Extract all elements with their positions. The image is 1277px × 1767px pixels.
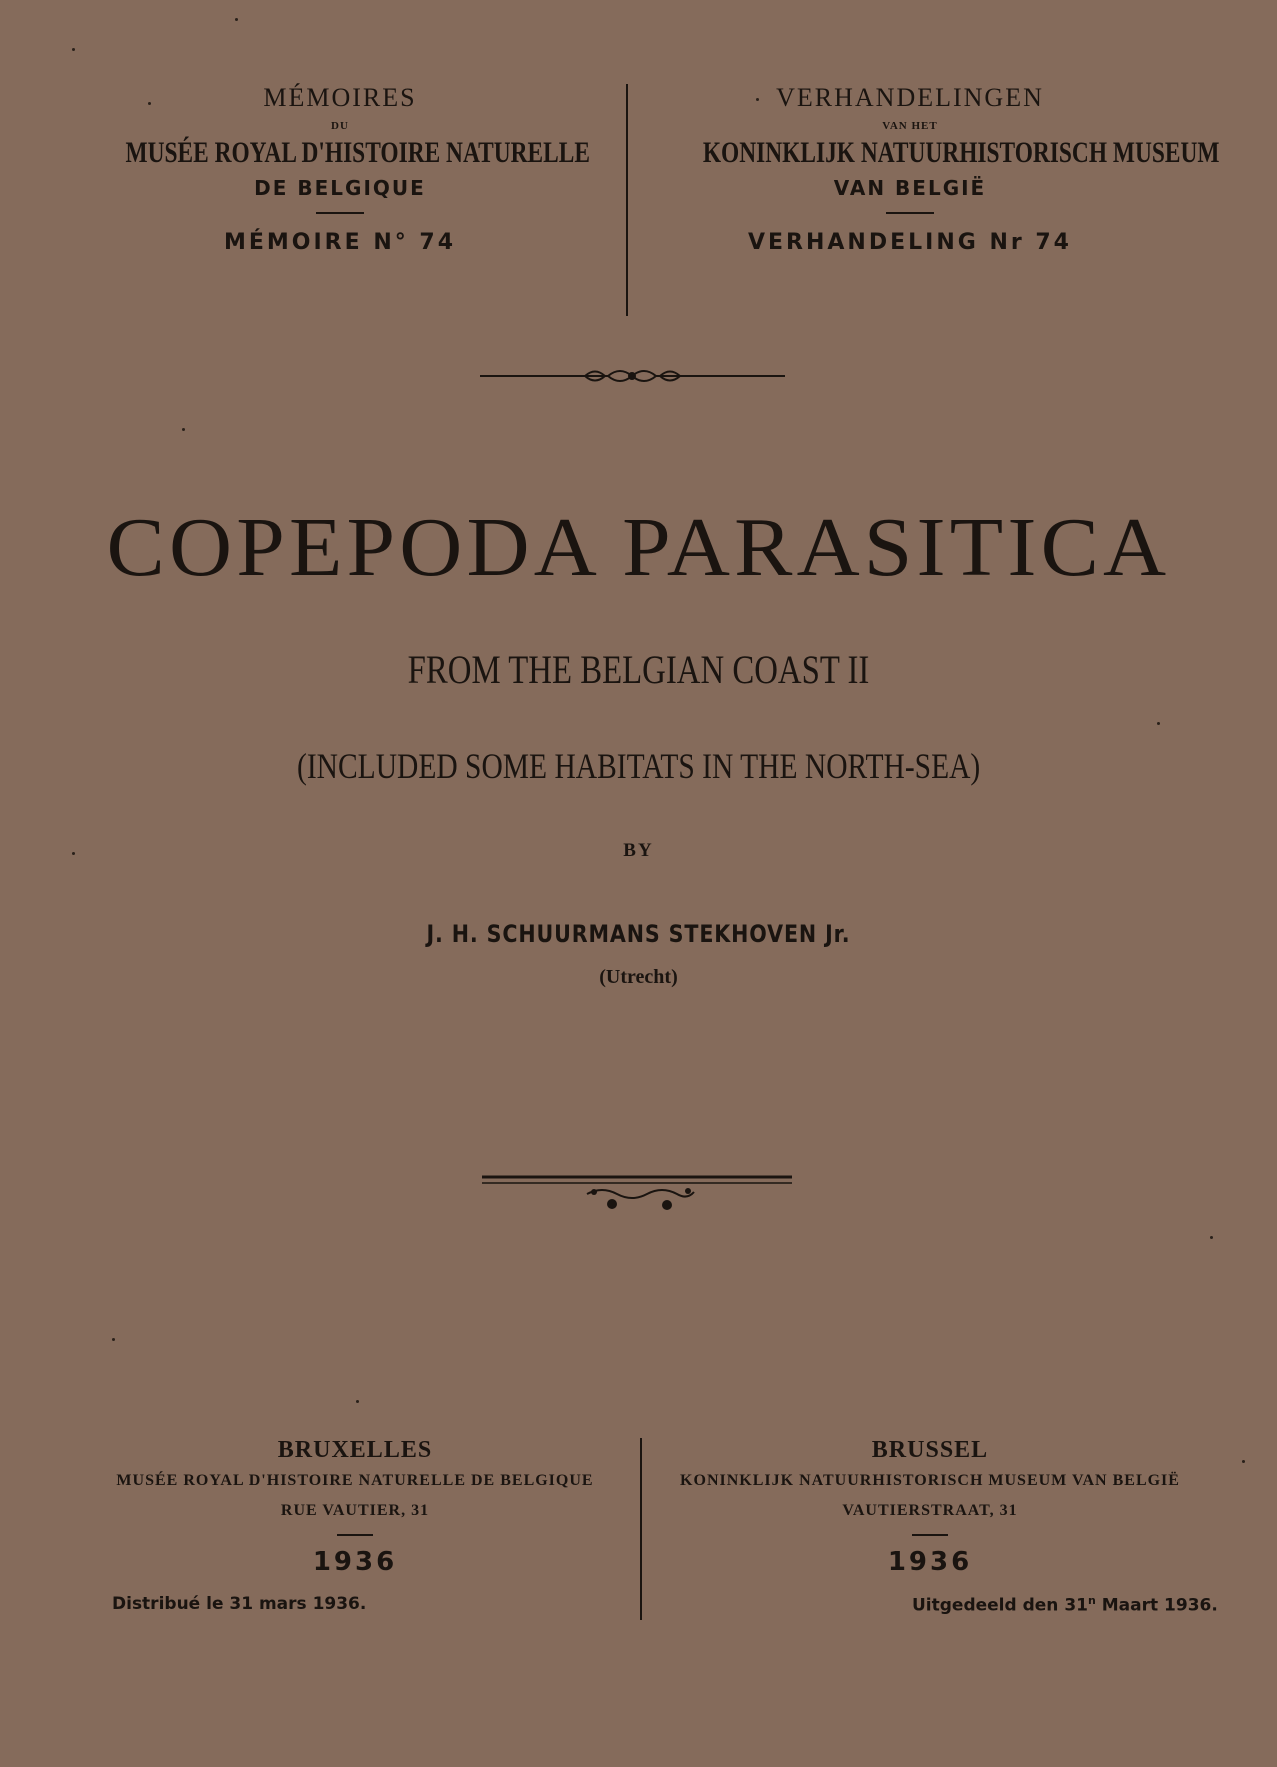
header-left: [60, 82, 620, 258]
series-title-nl: VERHANDELINGEN: [776, 83, 1044, 112]
paper-speck: [235, 18, 238, 21]
country-nl: VAN BELGIË: [833, 176, 987, 200]
paper-speck: [72, 852, 75, 855]
address-nl: VAUTIERSTRAAT, 31: [842, 1502, 1018, 1519]
publisher-nl: KONINKLIJK NATUURHISTORISCH MUSEUM VAN BELGIË: [680, 1472, 1180, 1489]
author-affiliation: (Utrecht): [599, 966, 678, 988]
paper-speck: [72, 48, 75, 51]
subtitle-habitats: (INCLUDED SOME HABITATS IN THE NORTH-SEA): [296, 746, 981, 786]
country-fr: DE BELGIQUE: [254, 176, 426, 200]
city-fr: BRUXELLES: [277, 1437, 433, 1463]
institution-name-fr: MUSÉE ROYAL D'HISTOIRE NATURELLE: [125, 136, 590, 169]
city-nl: BRUSSEL: [871, 1437, 989, 1463]
address-fr: RUE VAUTIER, 31: [280, 1502, 430, 1519]
year-fr: 1936: [312, 1547, 398, 1577]
ornament-top-icon: [480, 362, 785, 390]
footer-rule-right: [912, 1534, 948, 1536]
header-divider: [626, 84, 628, 316]
paper-speck: [1242, 1460, 1245, 1463]
by-line: BY: [623, 840, 654, 861]
footer-rule-left: [337, 1534, 373, 1536]
header-rule-left: [316, 212, 364, 214]
year-nl: 1936: [887, 1547, 973, 1577]
paper-speck: [182, 428, 185, 431]
footer-right: [650, 1434, 1210, 1578]
author-name: J. H. SCHUURMANS STEKHOVEN Jr.: [426, 920, 851, 948]
series-connector-fr: DU: [331, 120, 349, 132]
footer-divider: [640, 1438, 642, 1620]
paper-speck: [756, 98, 759, 101]
series-connector-nl: VAN HET: [882, 120, 938, 132]
paper-speck: [356, 1400, 359, 1403]
distribution-date-nl: Uitgedeeld den 31$^n$ Maart 1936.: [912, 1594, 1218, 1616]
footer-left: [75, 1434, 635, 1578]
paper-speck: [1157, 722, 1160, 725]
ornament-middle-icon: [482, 1172, 792, 1216]
header-right: [630, 82, 1220, 258]
distribution-date-fr: Distribué le 31 mars 1936.: [112, 1594, 367, 1614]
subtitle: FROM THE BELGIAN COAST II: [407, 647, 870, 692]
series-title-fr: MÉMOIRES: [263, 83, 417, 112]
main-title: COPEPODA PARASITICA: [106, 501, 1171, 594]
header-rule-right: [886, 212, 934, 214]
publisher-fr: MUSÉE ROYAL D'HISTOIRE NATURELLE DE BELGIQUE: [116, 1472, 594, 1489]
memoir-number-fr: MÉMOIRE N° 74: [223, 230, 456, 255]
paper-speck: [112, 1338, 115, 1341]
paper-speck: [148, 102, 151, 105]
institution-name-nl: KONINKLIJK NATUURHISTORISCH MUSEUM: [702, 136, 1220, 169]
memoir-number-nl: VERHANDELING Nr 74: [747, 230, 1072, 255]
paper-speck: [1210, 1236, 1213, 1239]
